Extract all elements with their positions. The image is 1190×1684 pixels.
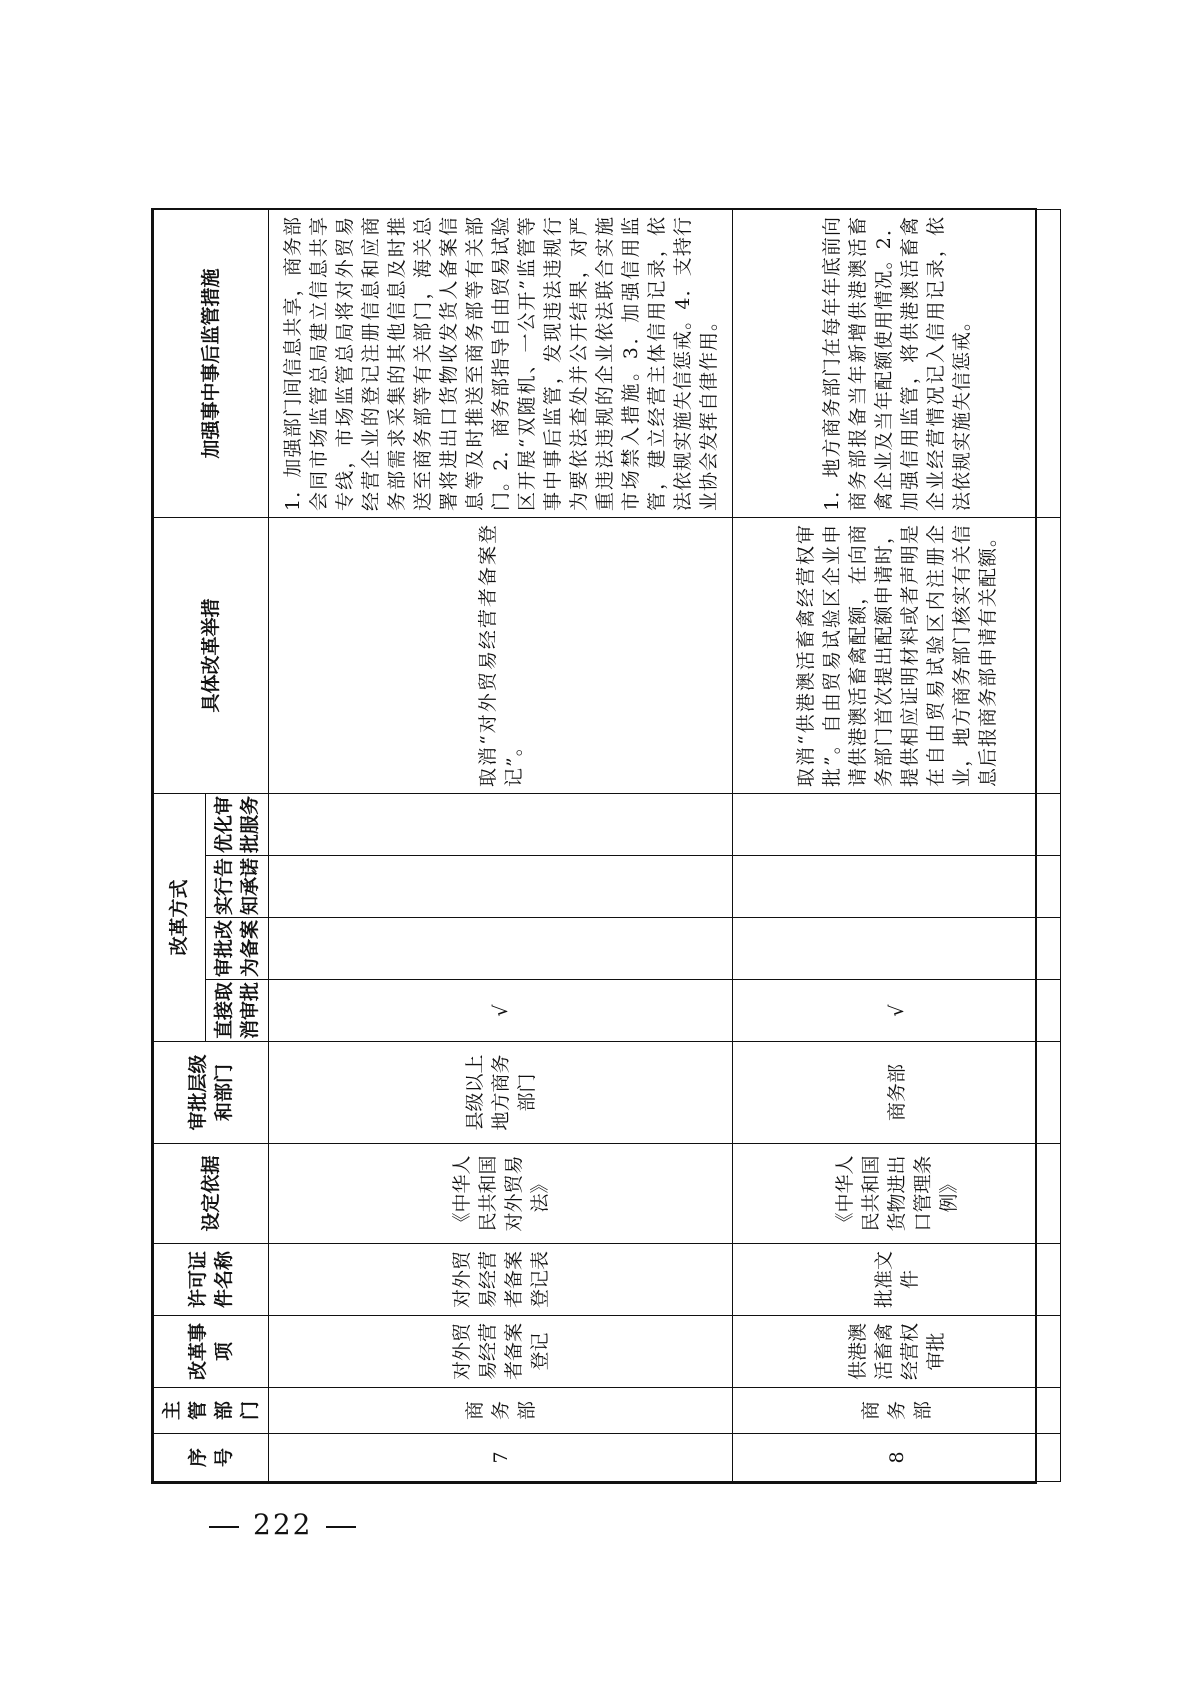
header-method-optimize: 优化审批服务 [205,793,268,855]
header-method-filing: 审批改为备案 [205,918,268,980]
row-mark-optimize [733,793,1061,855]
header-item: 改革事项 [154,1316,269,1388]
header-level: 审批层级和部门 [154,1042,269,1144]
header-license: 许可证件名称 [154,1244,269,1316]
row-level: 县级以上地方商务部门 [269,1042,733,1144]
row-measures: 取消“对外贸易经营者备案登记”。 [269,517,733,793]
row-mark-commitment [733,856,1061,918]
row-mark-filing [269,918,733,980]
row-level: 商务部 [733,1042,1061,1144]
table-row [733,209,1061,1481]
row-item: 对外贸易经营者备案登记 [269,1316,733,1388]
header-method-cancel: 直接取消审批 [205,980,268,1042]
row-mark-cancel: √ [733,980,1061,1042]
header-supervision: 加强事中事后监管措施 [154,209,269,517]
row-mark-optimize [269,793,733,855]
row-mark-filing [733,918,1061,980]
row-supervision: 1．加强部门间信息共享，商务部会同市场监管总局建立信息共享专线，市场监管总局将对外贸易经营企业的登记注册信息和应商务部需求采集的其他信息及时推送至商务部等有关部门，海关总署将进出口货物收发货人备案信息等及时推送至商务部等有关部门。2．商务部指导自由贸易试验区开展“双随机、一公开”监管等事中事后监管，发现违法违规行为要依法查处并公开结果，对严重违法违规的企业依法联合实施市场禁入措施。3．加强信用监管，建立经营主体信用记录，依法依规实施失信惩戒。4．支持行业协会发挥自律作用。 [269,209,733,517]
row-item: 供港澳活畜禽经营权审批 [733,1316,1061,1388]
row-supervision: 1．地方商务部门在每年年底前向商务部报备当年新增供港澳活畜禽企业及当年配额使用情况。2．加强信用监管，将供港澳活畜禽企业经营情况记入信用记录，依法依规实施失信惩戒。 [733,209,1061,517]
row-seq: 8 [733,1434,1061,1482]
reform-table [153,209,1061,1482]
row-dept: 商务部 [733,1388,1061,1434]
table-row [269,209,733,1481]
row-mark-commitment [269,856,733,918]
header-dept: 主管部门 [154,1388,269,1434]
page-number-dash-left [209,1526,239,1528]
header-method: 改革方式 [154,793,206,1041]
row-license: 批准文件 [733,1244,1061,1316]
header-row [154,209,206,1481]
row-basis: 《中华人民共和国对外贸易法》 [269,1144,733,1244]
header-basis: 设定依据 [154,1144,269,1244]
row-measures: 取消“供港澳活畜禽经营权审批”。自由贸易试验区企业申请供港澳活畜禽配额，在向商务部门首次提出配额申请时，提供相应证明材料或者声明是在自由贸易试验区内注册企业，地方商务部门核实有关信息后报商务部申请有关配额。 [733,517,1061,793]
page-number [195,1508,370,1541]
rotated-landscape-table [153,210,1035,1482]
header-seq: 序号 [154,1434,269,1482]
page-number-dash-right [326,1526,356,1528]
row-seq: 7 [269,1434,733,1482]
page-number-text: 222 [253,1508,313,1541]
row-mark-cancel: √ [269,980,733,1042]
row-basis: 《中华人民共和国货物进出口管理条例》 [733,1144,1061,1244]
header-method-commitment: 实行告知承诺 [205,856,268,918]
reform-table-frame [151,208,1037,1484]
row-dept: 商务部 [269,1388,733,1434]
header-measures: 具体改革举措 [154,517,269,793]
row-license: 对外贸易经营者备案登记表 [269,1244,733,1316]
